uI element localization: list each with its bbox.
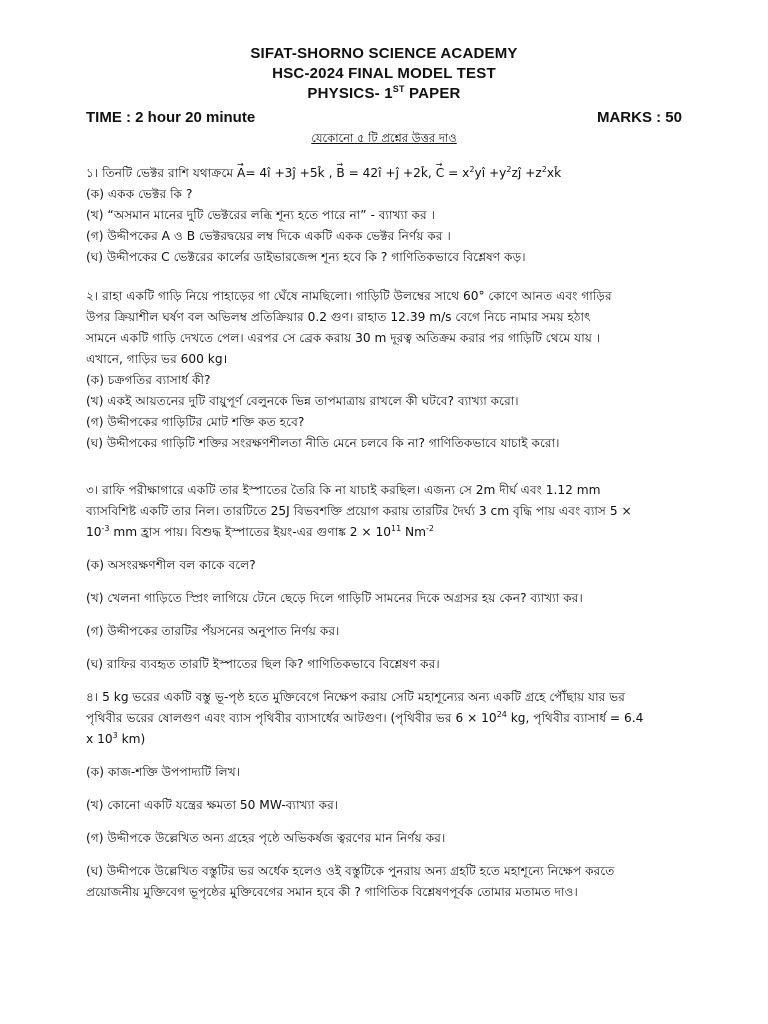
question-3-ga: (গ) উদ্দীপকের তারটির পঁয়সনের অনুপাত নির্ণয় কর। xyxy=(86,624,340,638)
question-2-stem-line: সামনে একটি গাড়ি দেখতে পেল। এরপর সে ব্রেক করায় 30 m দূরত্ব অতিক্রম করার পর গাড়িটি থেমে যায় । xyxy=(86,331,601,345)
question-3-kha: (খ) খেলনা গাড়িতে স্প্রিং লাগিয়ে টেনে ছেড়ে দিলে গাড়িটি সামনের দিকে অগ্রসর হয় কেন? ব্যাখ্যা কর। xyxy=(86,591,583,605)
question-4 xyxy=(86,687,682,903)
time-marks-row xyxy=(86,109,682,126)
question-2-ka: (ক) চক্রগতির ব্যাসার্ধ কী? xyxy=(86,373,211,387)
question-1-ga: (গ) উদ্দীপকের A ও B ভেক্টরদ্বয়ের লম্ব দিকে একটি একক ভেক্টর নির্ণয় কর । xyxy=(86,229,451,243)
question-1-ka: (ক) একক ভেক্টর কি ? xyxy=(86,187,193,201)
question-2-gha: (ঘ) উদ্দীপকের গাড়িটি শক্তির সংরক্ষণশীলতা নীতি মেনে চলবে কি না? গাণিতিকভাবে যাচাই করো। xyxy=(86,436,560,450)
question-4-gha-cont: প্রয়োজনীয় মুক্তিবেগ ভূপৃষ্ঠের মুক্তিবেগের সমান হবে কী ? গাণিতিক বিশ্লেষণপূর্বক তোমার মতামত দাও। xyxy=(86,885,578,899)
test-name: HSC-2024 FINAL MODEL TEST xyxy=(272,65,496,82)
question-4-stem-line: ৪। 5 kg ভরের একটি বস্তু ভূ-পৃষ্ঠ হতে মুক্তিবেগে নিক্ষেপ করায় সেটি মহাশূন্যের অন্য একটি গ্রহে পৌঁছায় যার ভর xyxy=(86,690,625,704)
question-3-ka: (ক) অসংরক্ষণশীল বল কাকে বলে? xyxy=(86,558,256,572)
question-2-stem-line: এখানে, গাড়ির ভর 600 kg। xyxy=(86,352,228,366)
question-2 xyxy=(86,286,682,454)
question-3-stem-line: ব্যাসবিশিষ্ট একটি তার নিল। তারটিতে 25J বিভবশক্তি প্রয়োগ করায় তারটির দৈর্ঘ্য 3 cm বৃদ্ধি পায় এবং ব্যাস 5 × xyxy=(86,504,632,518)
question-4-stem-line: x $10^3$ km) xyxy=(86,730,146,746)
question-3-stem-line: $10^{-3}$ mm হ্রাস পায়। বিশুদ্ধ ইস্পাতের ইয়ং-এর গুণাঙ্ক $2 \times 10^{11}$ $Nm^{-2}$ xyxy=(86,523,435,539)
question-4-kha: (খ) কোনো একটি যন্ত্রের ক্ষমতা 50 MW-ব্যাখ্যা কর। xyxy=(86,798,339,812)
question-2-stem-line: উপর ক্রিয়াশীল ঘর্ষণ বল অভিলম্ব প্রতিক্রিয়ার 0.2 গুণ। রাহাত 12.39 m/s বেগে নিচে নামার সময় হঠাৎ xyxy=(86,310,591,324)
question-3 xyxy=(86,480,682,675)
question-4-ga: (গ) উদ্দীপকে উল্লেখিত অন্য গ্রহের পৃষ্ঠে অভিকর্ষজ ত্বরণের মান নির্ণয় কর। xyxy=(86,831,446,845)
question-4-gha: (ঘ) উদ্দীপকে উল্লেখিত বস্তুটির ভর অর্ধেক হলেও ওই বস্তুটিকে পুনরায় অন্য গ্রহটি হতে মহাশূন্যে নিক্ষেপ করতে xyxy=(86,864,615,878)
question-1 xyxy=(86,163,682,268)
paper-name: PHYSICS- 1ST PAPER xyxy=(307,84,461,102)
question-1-kha: (খ) “অসমান মানের দুটি ভেক্টরের লব্ধি শূন্য হতে পারে না” - ব্যাখ্যা কর । xyxy=(86,208,435,222)
academy-name: SIFAT-SHORNO SCIENCE ACADEMY xyxy=(250,45,518,62)
question-4-stem-line: পৃথিবীর ভরের ষোলগুণ এবং ব্যাস পৃথিবীর ব্যাসার্ধের আটগুণ। (পৃথিবীর ভর $6 \times 10^{24}$ kg, পৃথিবীর ব্যাসার্ধ = 6.4 xyxy=(86,709,644,725)
question-1-gha: (ঘ) উদ্দীপকের C ভেক্টরের কার্লের ডাইভারজেন্স শূন্য হবে কি ? গাণিতিকভাবে বিশ্লেষণ কড়। xyxy=(86,250,526,264)
question-2-ga: (গ) উদ্দীপকের গাড়িটির মোট শক্তি কত হবে? xyxy=(86,415,305,429)
exam-header xyxy=(86,44,682,104)
question-3-gha: (ঘ) রাফির ব্যবহৃত তারটি ইস্পাতের ছিল কি? গাণিতিকভাবে বিশ্লেষণ কর। xyxy=(86,657,440,671)
question-1-stem: ১। তিনটি ভেক্টর রাশি যথাক্রমে → A= 4î +3ĵ +5k̂ , → B = 42î +ĵ +2k̂, → $C = x^2yî$ $+y^2zĵ$ $+z^2xk̂$ xyxy=(86,163,682,184)
question-3-stem-line: ৩। রাফি পরীক্ষাগারে একটি তার ইস্পাতের তৈরি কি না যাচাই করছিল। এজন্য সে 2m দীর্ঘ এবং 1.12 mm xyxy=(86,483,601,497)
exam-time: TIME : 2 hour 20 minute xyxy=(86,109,256,126)
exam-marks: MARKS : 50 xyxy=(596,109,682,126)
vector-a: → A xyxy=(237,163,245,184)
question-2-kha: (খ) একই আয়তনের দুটি বায়ুপূর্ণ বেলুনকে ভিন্ন তাপমাত্রায় রাখলে কী ঘটবে? ব্যাখ্যা করো। xyxy=(86,394,519,408)
question-2-stem-line: ২। রাহা একটি গাড়ি নিয়ে পাহাড়ের গা ঘেঁষে নামছিলো। গাড়িটি উলম্বের সাথে 60° কোণে আনত এবং গাড়ির xyxy=(86,289,612,303)
vector-b: → B xyxy=(336,163,344,184)
exam-instruction: যেকোনো ৫ টি প্রশ্নের উত্তর দাও xyxy=(311,131,457,145)
question-4-ka: (ক) কাজ-শক্তি উপপাদ্যটি লিখ। xyxy=(86,765,241,779)
vector-c: → C xyxy=(436,163,445,184)
